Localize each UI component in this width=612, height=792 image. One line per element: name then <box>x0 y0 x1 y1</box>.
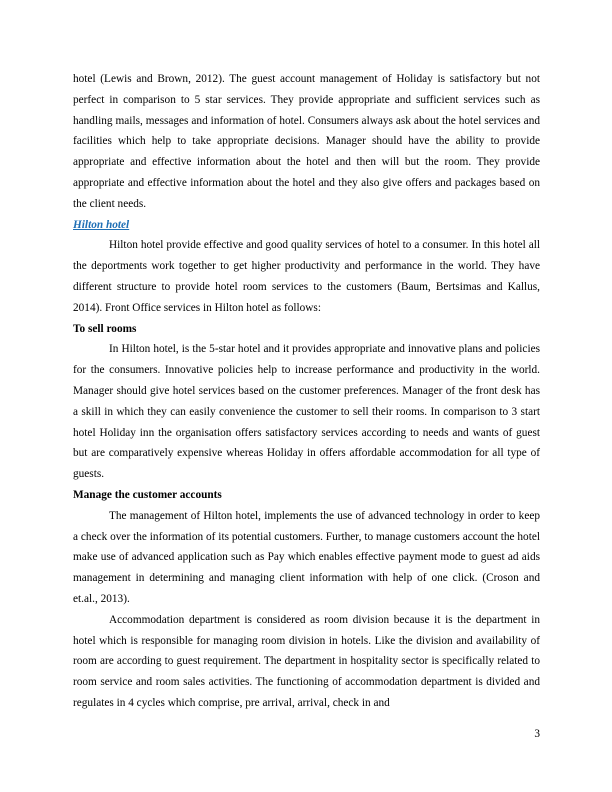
heading-to-sell-rooms: To sell rooms <box>73 322 137 335</box>
heading-manage-customer-accounts: Manage the customer accounts <box>73 488 222 501</box>
paragraph-holiday-guest-accounts: hotel (Lewis and Brown, 2012). The guest account management of Holiday is satisfactory but not perfect in comparison to 5 star services. They provide appropriate and sufficient services such as handling mails, messages and information of hotel. Consumers always ask about the hotel services and facilities which help to take appropriate decisions. Manager should have the ability to provide appropriate and effective information about the hotel and then will but the room. They provide appropriate and effective information about the hotel and they also give offers and packages based on the client needs. <box>73 73 540 210</box>
paragraph-accommodation-department: Accommodation department is considered as room division because it is the department in hotel which is responsible for managing room division in hotels. Like the division and availability of room are according to guest requirement. The department in hospitality sector is specifically related to room service and room sales activities. The functioning of accommodation department is divided and regulates in 4 cycles which comprise, pre arrival, arrival, check in and <box>73 613 540 709</box>
paragraph-customer-accounts: The management of Hilton hotel, implements the use of advanced technology in order to keep a check over the information of its potential customers. Further, to manage customers account the hotel make use of advanced application such as Pay which enables effective payment mode to guest ad aids management in determining and managing client information with help of one click. (Croson and et.al., 2013). <box>73 509 540 605</box>
paragraph-hilton-intro: Hilton hotel provide effective and good quality services of hotel to a consumer. In this hotel all the deportments work together to get higher productivity and performance in the world. They have different structure to provide hotel room services to the customers (Baum, Bertsimas and Kallus, 2014). Front Office services in Hilton hotel as follows: <box>73 239 540 314</box>
paragraph-sell-rooms: In Hilton hotel, is the 5-star hotel and it provides appropriate and innovative plans and policies for the consumers. Innovative policies help to increase performance and productivity in the world. Manager should give hotel services based on the customer preferences. Manager of the front desk has a skill in which they can easily convenience the customer to sell their rooms. In comparison to 3 start hotel Holiday inn the organisation offers satisfactory services according to needs and wants of guest but are comparatively expensive whereas Holiday in offers affordable accommodation for all type of guests. <box>73 343 540 481</box>
page-number: 3 <box>534 728 540 740</box>
heading-hilton-hotel[interactable]: Hilton hotel <box>73 218 130 231</box>
page-body <box>73 69 540 714</box>
